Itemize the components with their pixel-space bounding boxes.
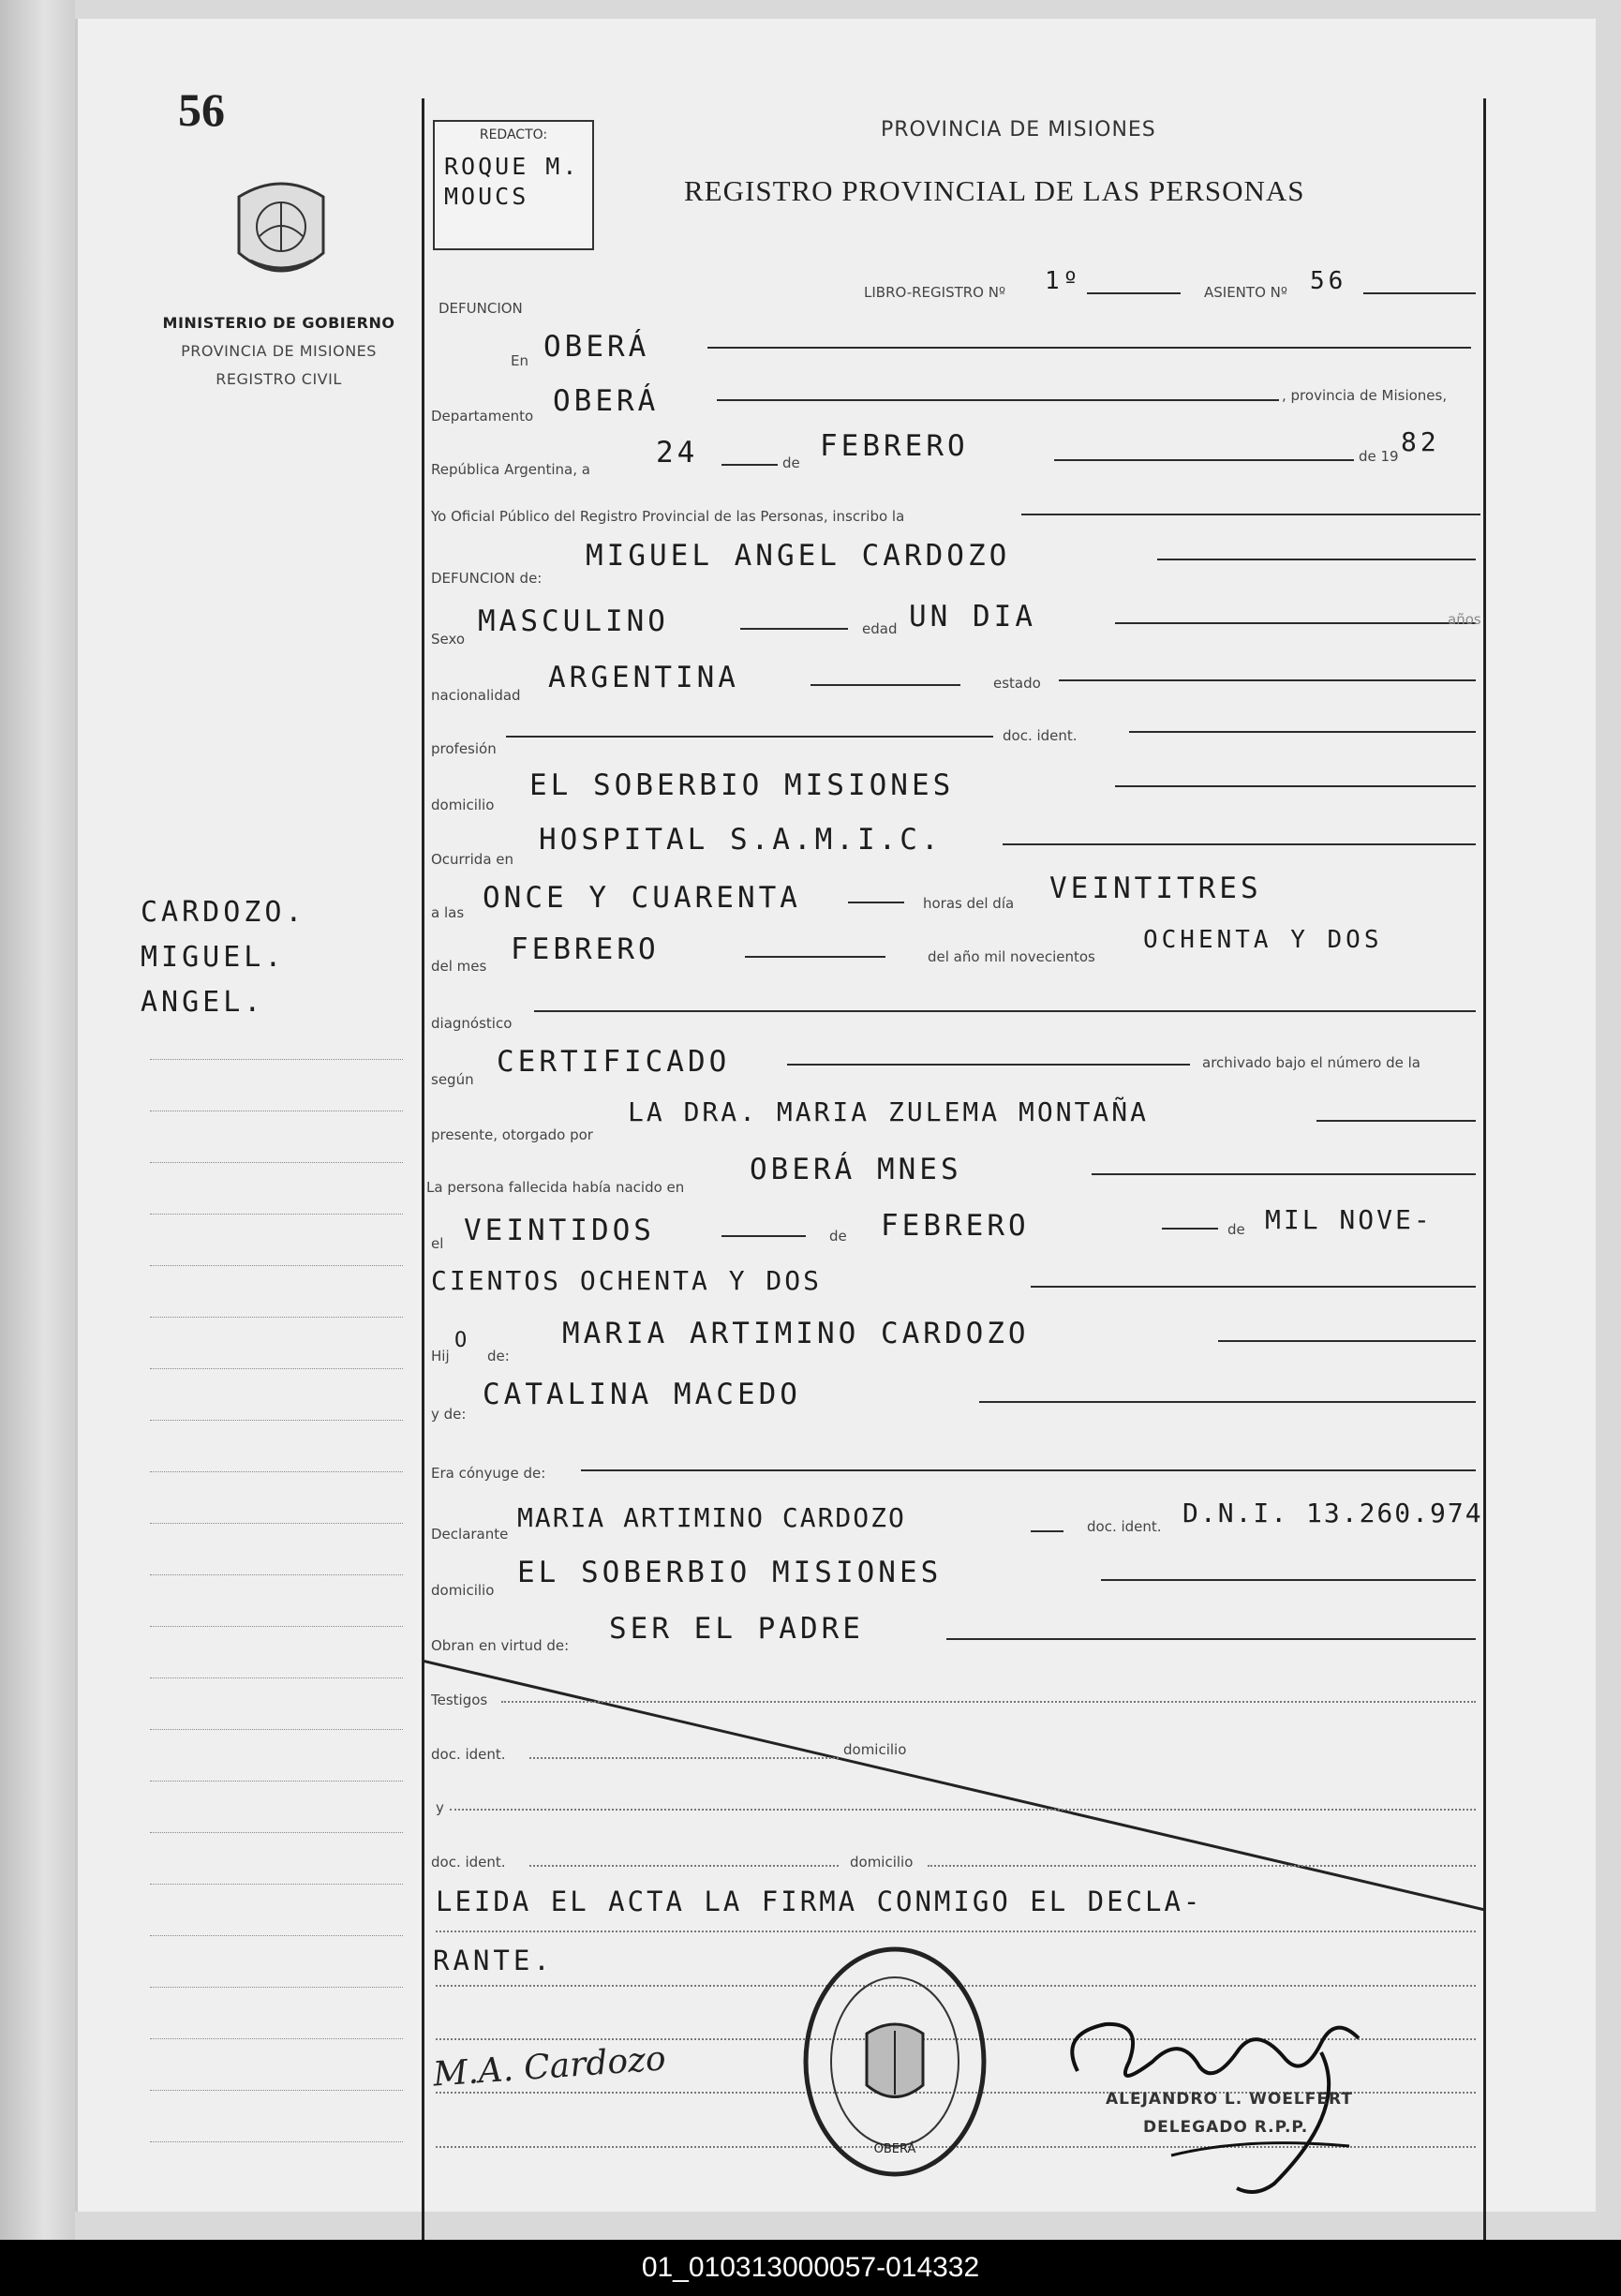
nacionalidad-label: nacionalidad <box>431 687 521 704</box>
margin-rule <box>150 1626 403 1627</box>
nacido-en-value: OBERÁ MNES <box>750 1153 962 1186</box>
del-mes-label: del mes <box>431 958 487 975</box>
libro-line <box>1087 292 1181 294</box>
horas-label: horas del día <box>923 895 1015 912</box>
sexo-value: MASCULINO <box>478 604 669 638</box>
nacido-en-line <box>1092 1173 1476 1175</box>
a-las-line <box>848 902 904 903</box>
testigo1-doc-line <box>529 1757 839 1759</box>
margin-note-surname: CARDOZO. <box>141 896 306 929</box>
yo-oficial-line <box>1021 514 1480 515</box>
delegate-title: DELEGADO R.P.P. <box>1143 2118 1309 2137</box>
asiento-line <box>1363 292 1476 294</box>
hij-label: Hij <box>431 1348 450 1364</box>
nac-ano-line <box>1031 1286 1476 1288</box>
nombre-fallecido: MIGUEL ANGEL CARDOZO <box>586 539 1011 573</box>
el-label: el <box>431 1235 444 1252</box>
en-label: En <box>511 352 528 369</box>
margin-rule <box>150 1832 403 1833</box>
declarante-doc-value: D.N.I. 13.260.974 <box>1182 1498 1483 1528</box>
nota-rule-1 <box>436 1931 1476 1932</box>
presente-label: presente, otorgado por <box>431 1126 593 1143</box>
ministry-civil-registry: REGISTRO CIVIL <box>216 370 342 388</box>
edad-label: edad <box>862 620 898 637</box>
image-id-footer: 01_010313000057-014332 <box>0 2240 1621 2296</box>
yo-oficial-label: Yo Oficial Público del Registro Provincial de las Personas, inscribo la <box>431 508 905 525</box>
margin-rule <box>150 1317 403 1318</box>
padre-line <box>1218 1340 1476 1342</box>
margin-rule <box>150 1368 403 1369</box>
right-column-rule <box>1483 98 1486 2296</box>
declarante-signature: M.A. Cardozo <box>431 2039 667 2095</box>
provincia-misiones-label: , provincia de Misiones, <box>1282 387 1448 404</box>
diagnostico-line <box>534 1010 1476 1012</box>
testigo2-domicilio-line <box>928 1865 1476 1867</box>
otorgado-line <box>1316 1120 1476 1122</box>
testigos-label: Testigos <box>431 1692 488 1708</box>
sexo-label: Sexo <box>431 631 466 648</box>
declarante-domicilio-line <box>1101 1579 1476 1581</box>
margin-rule <box>150 1677 403 1678</box>
testigo1-doc-label: doc. ident. <box>431 1746 506 1763</box>
diagnostico-label: diagnóstico <box>431 1015 513 1032</box>
delegate-name: ALEJANDRO L. WOELFERT <box>1106 2090 1353 2109</box>
departamento-line <box>717 399 1279 401</box>
profesion-label: profesión <box>431 740 497 757</box>
margin-rule <box>150 1420 403 1421</box>
fecha-dia: 24 <box>656 436 699 470</box>
margin-rule <box>150 1471 403 1472</box>
en-line <box>707 347 1471 349</box>
margin-rule <box>150 1574 403 1575</box>
ministry-name: MINISTERIO DE GOBIERNO <box>162 314 395 332</box>
declarante-domicilio-value: EL SOBERBIO MISIONES <box>517 1556 943 1589</box>
testigo2-doc-label: doc. ident. <box>431 1854 506 1871</box>
en-value: OBERÁ <box>543 330 650 364</box>
margin-note <box>141 890 306 1025</box>
margin-rule <box>150 2038 403 2039</box>
republica-label: República Argentina, a <box>431 461 590 478</box>
testigo2-domicilio-label: domicilio <box>850 1854 914 1871</box>
madre-line <box>979 1401 1476 1403</box>
margin-rule <box>150 1987 403 1988</box>
declarante-label: Declarante <box>431 1526 509 1543</box>
anos-label: años <box>1448 611 1481 628</box>
margin-rule <box>150 1523 403 1524</box>
testigo2-doc-line <box>529 1865 839 1867</box>
margin-rule <box>150 1729 403 1730</box>
y-de-label: y de: <box>431 1406 467 1423</box>
ocurrida-label: Ocurrida en <box>431 851 514 868</box>
testigo1-domicilio-label: domicilio <box>843 1741 907 1758</box>
nac-ano-1: MIL NOVE- <box>1265 1204 1433 1235</box>
ocurrida-line <box>1003 843 1476 845</box>
margin-rule <box>150 1884 403 1885</box>
official-stamp-seal <box>801 1945 989 2179</box>
del-ano-label: del año mil novecientos <box>928 948 1095 965</box>
obran-line <box>946 1638 1476 1640</box>
svg-text:OBERÁ: OBERÁ <box>873 2142 916 2156</box>
provincial-crest-icon <box>230 178 333 286</box>
nacionalidad-value: ARGENTINA <box>548 661 739 694</box>
profesion-doc-label: doc. ident. <box>1003 727 1078 744</box>
domicilio-value: EL SOBERBIO MISIONES <box>529 768 955 802</box>
margin-note-firstname: MIGUEL. <box>141 941 286 974</box>
margin-rule <box>150 1214 403 1215</box>
margin-rule <box>150 1059 403 1060</box>
margin-rule <box>150 1265 403 1266</box>
edad-line <box>1115 622 1476 624</box>
nota-linea-2: RANTE. <box>433 1945 554 1976</box>
redacto-box <box>433 120 594 250</box>
registro-title: REGISTRO PROVINCIAL DE LAS PERSONAS <box>684 174 1305 207</box>
margin-rule <box>150 1935 403 1936</box>
testigo-y-label: y <box>436 1799 444 1816</box>
redacto-name: ROQUE M. MOUCS <box>444 153 580 210</box>
conyuge-line <box>581 1469 1476 1471</box>
page-number: 56 <box>178 83 225 136</box>
padre-value: MARIA ARTIMINO CARDOZO <box>562 1317 1030 1350</box>
nota-linea-1: LEIDA EL ACTA LA FIRMA CONMIGO EL DECLA- <box>436 1886 1203 1917</box>
fecha-mes: FEBRERO <box>820 429 969 463</box>
margin-rule <box>150 1162 403 1163</box>
asiento-value: 56 <box>1310 267 1347 295</box>
margin-rule <box>150 2090 403 2091</box>
defuncion-heading: DEFUNCION <box>439 300 523 317</box>
declarante-value: MARIA ARTIMINO CARDOZO <box>517 1502 906 1533</box>
nacionalidad-line <box>810 684 960 686</box>
estado-label: estado <box>993 675 1041 692</box>
a-las-label: a las <box>431 904 465 921</box>
sexo-line <box>740 628 848 630</box>
testigos-cancel-line <box>422 1659 1485 1921</box>
obran-label: Obran en virtud de: <box>431 1637 570 1654</box>
profesion-doc-line <box>1129 731 1476 733</box>
hij-suffix: O <box>454 1329 471 1352</box>
defuncion-de-label: DEFUNCION de: <box>431 570 543 587</box>
segun-label: según <box>431 1071 474 1088</box>
fecha-de-19-label: de 19 <box>1359 448 1399 465</box>
archivado-label: archivado bajo el número de la <box>1202 1054 1420 1071</box>
asiento-label: ASIENTO Nº <box>1204 284 1287 301</box>
departamento-value: OBERÁ <box>553 384 660 418</box>
a-las-value: ONCE Y CUARENTA <box>483 881 801 915</box>
nac-mes-value: FEBRERO <box>881 1209 1030 1243</box>
domicilio-line <box>1115 785 1476 787</box>
declarante-domicilio-label: domicilio <box>431 1582 495 1599</box>
testigo-y-line <box>450 1809 1476 1811</box>
otorgado-por-value: LA DRA. MARIA ZULEMA MONTAÑA <box>628 1096 1150 1127</box>
mes-hecho-value: FEBRERO <box>511 932 660 966</box>
ministry-block <box>150 309 408 394</box>
fecha-ano: 82 <box>1401 426 1440 457</box>
nacido-en-label: La persona fallecida había nacido en <box>426 1179 685 1196</box>
obran-value: SER EL PADRE <box>609 1612 864 1646</box>
margin-rule <box>150 2141 403 2142</box>
margin-rule <box>150 1781 403 1782</box>
nac-mes-line <box>1162 1228 1218 1230</box>
segun-line <box>787 1064 1190 1066</box>
nac-de2-label: de <box>1227 1221 1245 1238</box>
ano-hecho-value: OCHENTA Y DOS <box>1143 926 1383 954</box>
redacto-label: REDACTO: <box>479 127 548 142</box>
conyuge-label: Era cónyuge de: <box>431 1465 546 1482</box>
libro-value: 1º <box>1045 267 1082 295</box>
left-column-rule <box>422 98 424 2296</box>
nac-ano-2: CIENTOS OCHENTA Y DOS <box>431 1265 823 1296</box>
segun-value: CERTIFICADO <box>497 1045 731 1079</box>
nac-de-label: de <box>829 1228 847 1245</box>
margin-note-secondname: ANGEL. <box>141 986 265 1019</box>
nac-dia-value: VEINTIDOS <box>464 1214 655 1247</box>
estado-line <box>1059 679 1476 681</box>
ministry-province: PROVINCIA DE MISIONES <box>181 342 377 360</box>
hij-de-label: de: <box>487 1348 510 1364</box>
edad-value: UN DIA <box>909 600 1036 634</box>
fecha-de-label: de <box>782 455 800 471</box>
provincia-title: PROVINCIA DE MISIONES <box>881 118 1156 142</box>
testigos-line <box>501 1701 1476 1703</box>
declarante-doc-label: doc. ident. <box>1087 1518 1162 1535</box>
libro-label: LIBRO-REGISTRO Nº <box>864 284 1006 301</box>
departamento-label: Departamento <box>431 408 534 425</box>
ocurrida-value: HOSPITAL S.A.M.I.C. <box>539 823 943 857</box>
profesion-line <box>506 736 993 738</box>
delegate-block <box>1106 2085 1353 2141</box>
fecha-mes-line <box>1054 459 1354 461</box>
book-binding <box>0 0 75 2240</box>
fecha-dia-line <box>721 464 778 466</box>
mes-hecho-line <box>745 956 885 958</box>
nombre-line <box>1157 559 1476 560</box>
declarante-line <box>1031 1530 1063 1532</box>
dia-hecho-value: VEINTITRES <box>1049 872 1262 905</box>
nac-dia-line <box>721 1235 806 1237</box>
madre-value: CATALINA MACEDO <box>483 1378 801 1411</box>
domicilio-label: domicilio <box>431 797 495 813</box>
